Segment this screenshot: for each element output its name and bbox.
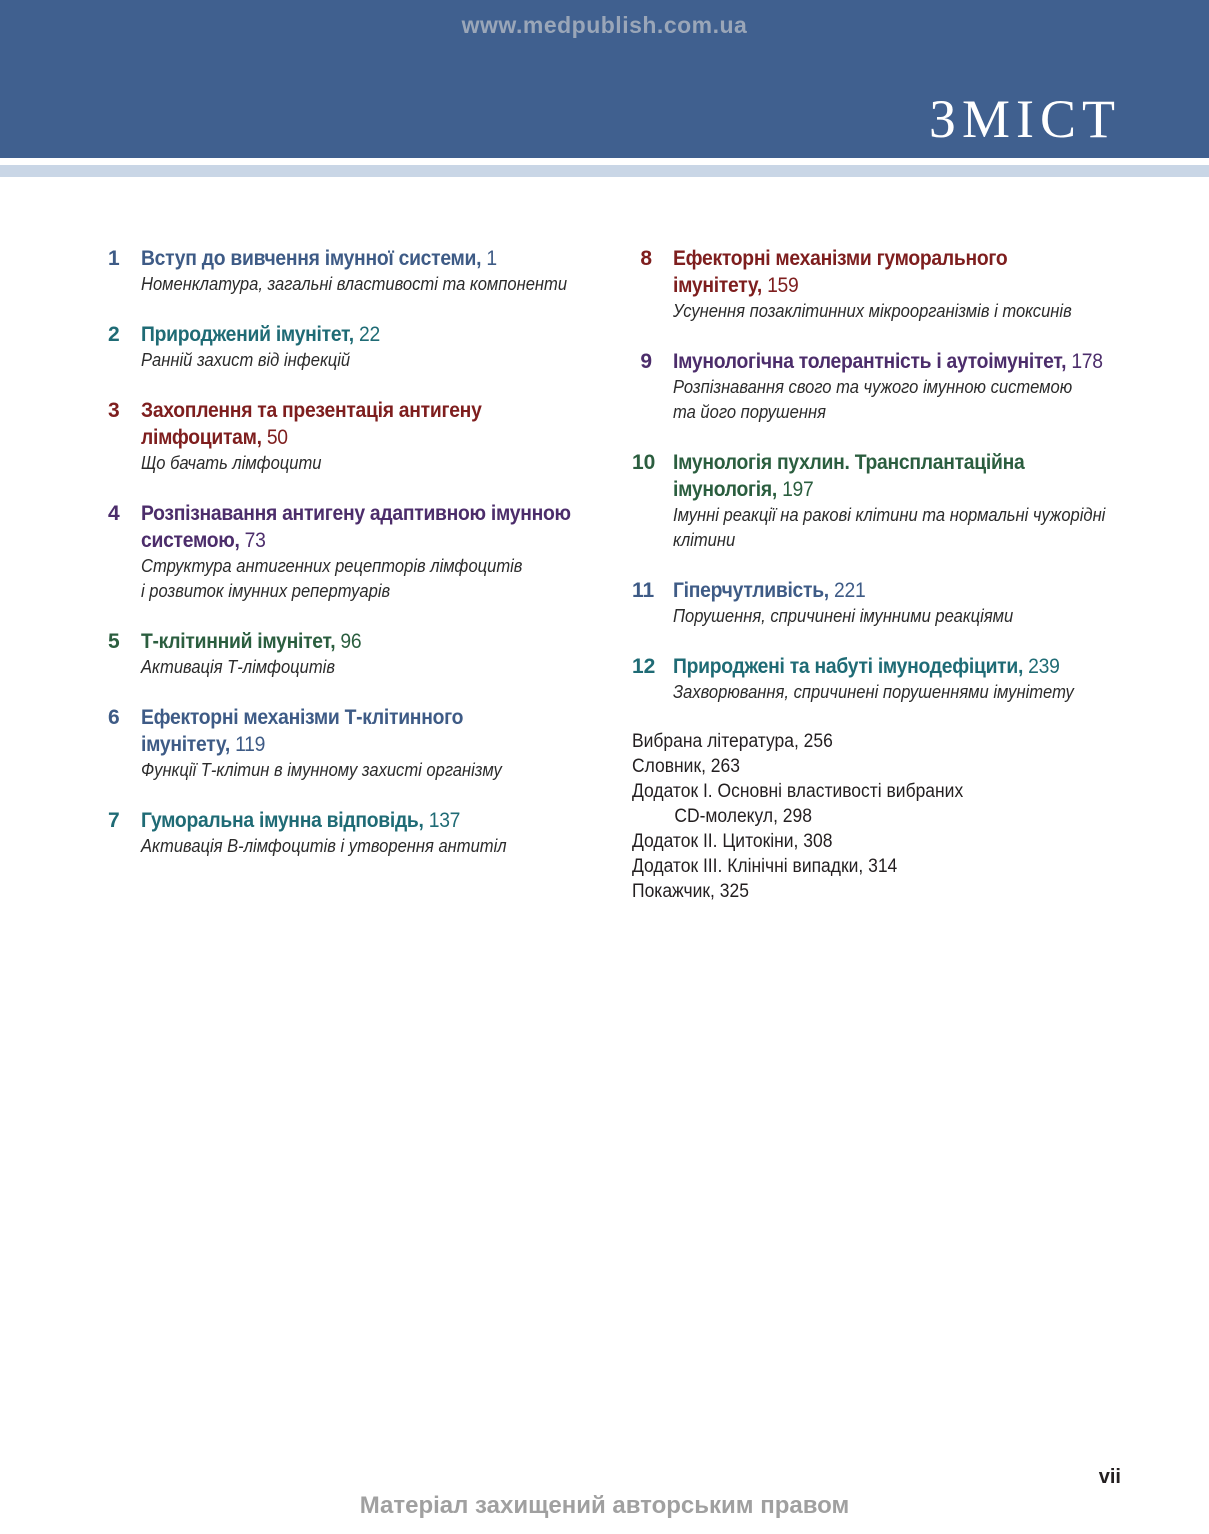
- chapter-page[interactable]: 197: [782, 478, 814, 501]
- chapter-title-text[interactable]: Т-клітинний імунітет: [141, 630, 331, 653]
- chapter-title-line[interactable]: [141, 807, 561, 834]
- toc-entry[interactable]: [108, 321, 598, 373]
- chapter-title-line[interactable]: [673, 348, 1103, 375]
- watermark-bottom: Матеріал захищений авторським правом: [359, 1492, 850, 1519]
- chapter-subtitle-line: Імунні реакції на ракові клітини та нормальні чужорідні: [673, 505, 1106, 525]
- chapter-number: 10: [632, 451, 656, 474]
- chapter-number: 1: [108, 247, 120, 270]
- chapter-page[interactable]: 159: [767, 274, 799, 297]
- toc-entry[interactable]: [108, 628, 598, 680]
- page-separator: ,: [1017, 655, 1029, 678]
- page-separator: ,: [418, 809, 429, 832]
- toc-entry[interactable]: [108, 397, 598, 476]
- page-separator: ,: [1061, 350, 1072, 373]
- toc-entry[interactable]: [632, 577, 1132, 629]
- toc-entry[interactable]: [108, 245, 598, 297]
- chapter-title-line[interactable]: [673, 476, 1095, 503]
- chapter-title-text[interactable]: Імунологія пухлин. Трансплантаційна: [673, 451, 1025, 474]
- chapter-title-line[interactable]: [141, 321, 561, 348]
- chapter-number: 2: [108, 323, 120, 346]
- chapter-page[interactable]: 22: [358, 323, 380, 346]
- chapter-title-line[interactable]: [673, 245, 1095, 272]
- chapter-title-text[interactable]: Захоплення та презентація антигену: [141, 399, 482, 422]
- page-separator: ,: [823, 579, 834, 602]
- chapter-title-line[interactable]: [673, 272, 1095, 299]
- chapter-page[interactable]: 178: [1071, 350, 1103, 373]
- chapter-subtitle-line: клітини: [673, 530, 736, 550]
- chapter-page[interactable]: 221: [834, 579, 866, 602]
- toc-entry[interactable]: [632, 653, 1132, 705]
- chapter-title-text[interactable]: Гіперчутливість: [673, 579, 824, 602]
- chapter-page[interactable]: 73: [244, 529, 266, 552]
- chapter-subtitle-line: Функції Т-клітин в імунному захисті організму: [141, 760, 502, 780]
- chapter-subtitle-line: Активація В-лімфоцитів і утворення антитіл: [141, 836, 507, 856]
- backmatter-item[interactable]: Покажчик, 325: [632, 881, 749, 902]
- page-separator: ,: [224, 733, 236, 756]
- chapter-title-line[interactable]: [141, 397, 561, 424]
- watermark-top: www.medpublish.com.ua: [461, 12, 748, 38]
- chapter-number: 7: [108, 809, 120, 832]
- chapter-title-text[interactable]: системою: [141, 529, 235, 552]
- header-stripe: [0, 165, 1209, 177]
- chapter-number: 6: [108, 706, 120, 729]
- chapter-number: 5: [108, 630, 120, 653]
- chapter-number: 9: [640, 350, 652, 373]
- chapter-page[interactable]: 96: [340, 630, 362, 653]
- chapter-page[interactable]: 119: [235, 733, 266, 756]
- toc-right-column: [632, 245, 1132, 904]
- chapter-title-text[interactable]: Розпізнавання антигену адаптивною імунною: [141, 502, 571, 525]
- page-title: ЗМІСТ: [928, 89, 1121, 149]
- chapter-title-text[interactable]: лімфоцитам: [141, 426, 257, 449]
- page-number: vii: [1098, 1466, 1121, 1488]
- chapter-title-text[interactable]: імунітету: [141, 733, 225, 756]
- chapter-title-text[interactable]: Вступ до вивчення імунної системи: [141, 247, 477, 270]
- chapter-title-line[interactable]: [141, 527, 561, 554]
- page-separator: ,: [330, 630, 341, 653]
- page-separator: ,: [476, 247, 487, 270]
- chapter-subtitle-line: Захворювання, спричинені порушеннями імунітету: [673, 682, 1074, 702]
- chapter-title-line[interactable]: [141, 628, 561, 655]
- backmatter-item[interactable]: Вибрана література, 256: [632, 731, 833, 752]
- chapter-page[interactable]: 50: [266, 426, 288, 449]
- chapter-title-text[interactable]: Природжені та набуті імунодефіцити: [673, 655, 1018, 678]
- chapter-title-text[interactable]: імунологія: [673, 478, 772, 501]
- page-separator: ,: [348, 323, 359, 346]
- chapter-subtitle-line: Ранній захист від інфекцій: [141, 350, 351, 370]
- chapter-page[interactable]: 239: [1028, 655, 1060, 678]
- chapter-title-line[interactable]: [141, 731, 561, 758]
- chapter-subtitle-line: Розпізнавання свого та чужого імунною системою: [673, 377, 1073, 397]
- chapter-number: 4: [108, 502, 120, 525]
- chapter-title-line[interactable]: [141, 424, 561, 451]
- chapter-title-text[interactable]: Ефекторні механізми Т-клітинного: [141, 706, 464, 729]
- toc-left-column: [108, 245, 598, 883]
- backmatter-list: [632, 729, 1132, 904]
- chapter-page[interactable]: 137: [428, 809, 461, 832]
- page-separator: ,: [756, 274, 768, 297]
- chapter-title-line[interactable]: [673, 449, 1095, 476]
- chapter-subtitle-line: і розвиток імунних репертуарів: [141, 581, 391, 601]
- page-separator: ,: [234, 529, 245, 552]
- chapter-title-text[interactable]: Імунологічна толерантність і аутоімунітет: [673, 350, 1062, 373]
- backmatter-item[interactable]: Додаток ІІІ. Клінічні випадки, 314: [632, 856, 898, 877]
- backmatter-item[interactable]: Додаток ІІ. Цитокіни, 308: [632, 831, 833, 852]
- chapter-subtitle-line: та його порушення: [673, 402, 826, 422]
- chapter-number: 12: [632, 655, 656, 678]
- chapter-title-line[interactable]: [141, 245, 561, 272]
- chapter-number: 8: [640, 247, 652, 270]
- chapter-subtitle-line: Номенклатура, загальні властивості та компоненти: [141, 274, 568, 294]
- chapter-subtitle-line: Що бачать лімфоцити: [141, 453, 322, 473]
- toc-entry[interactable]: [632, 245, 1132, 324]
- chapter-title-text[interactable]: Ефекторні механізми гуморального: [673, 247, 1008, 270]
- chapter-number: 3: [108, 399, 120, 422]
- toc-entry[interactable]: [108, 807, 598, 859]
- chapter-title-text[interactable]: Природжений імунітет: [141, 323, 349, 346]
- toc-entry[interactable]: [108, 704, 598, 783]
- backmatter-item[interactable]: Словник, 263: [632, 756, 740, 777]
- chapter-title-line[interactable]: [673, 577, 1095, 604]
- toc-entry[interactable]: [108, 500, 598, 604]
- backmatter-item[interactable]: Додаток І. Основні властивості вибраних: [632, 781, 964, 802]
- chapter-title-line[interactable]: [141, 704, 561, 731]
- chapter-number: 11: [632, 579, 655, 602]
- page-separator: ,: [256, 426, 267, 449]
- chapter-title-text[interactable]: Гуморальна імунна відповідь: [141, 809, 419, 832]
- toc-entry[interactable]: [632, 348, 1132, 425]
- page-separator: ,: [771, 478, 783, 501]
- chapter-subtitle-line: Структура антигенних рецепторів лімфоцитів: [141, 556, 523, 576]
- chapter-title-line[interactable]: [141, 500, 571, 527]
- chapter-title-line[interactable]: [673, 653, 1095, 680]
- chapter-subtitle-line: Порушення, спричинені імунними реакціями: [673, 606, 1014, 626]
- chapter-page[interactable]: 1: [486, 247, 497, 270]
- toc-entry[interactable]: [632, 449, 1132, 553]
- chapter-subtitle-line: Усунення позаклітинних мікроорганізмів і токсинів: [673, 301, 1072, 321]
- chapter-title-text[interactable]: імунітету: [673, 274, 757, 297]
- backmatter-item[interactable]: CD-молекул, 298: [674, 806, 812, 827]
- chapter-subtitle-line: Активація Т-лімфоцитів: [141, 657, 335, 677]
